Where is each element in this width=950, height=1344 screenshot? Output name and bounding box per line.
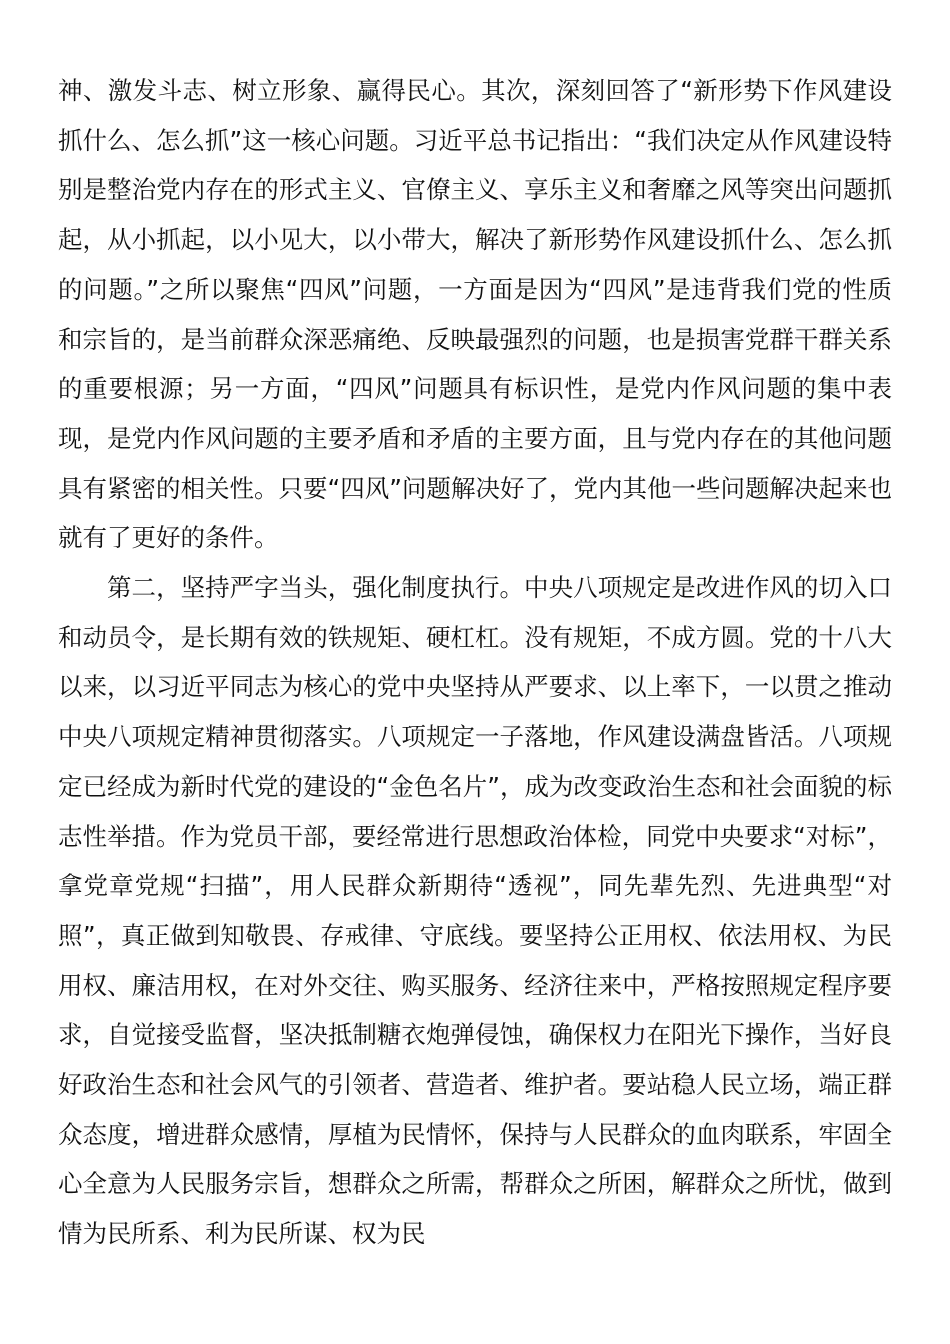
paragraph-continued: 神、激发斗志、树立形象、赢得民心。其次，深刻回答了“新形势下作风建设抓什么、怎么抓”这一核心问题。习近平总书记指出：“我们决定从作风建设特别是整治党内存在的形式主义、官僚主义、享乐主义和奢靡之风等突出问题抓起，从小抓起，以小见大，以小带大，解决了新形势作风建设抓什么、怎么抓的问题。”之所以聚焦“四风”问题，一方面是因为“四风”是违背我们党的性质和宗旨的，是当前群众深恶痛绝、反映最强烈的问题，也是损害党群干群关系的重要根源；另一方面，“四风”问题具有标识性，是党内作风问题的集中表现，是党内作风问题的主要矛盾和矛盾的主要方面，且与党内存在的其他问题具有紧密的相关性。只要“四风”问题解决好了，党内其他一些问题解决起来也就有了更好的条件。	[58, 76, 892, 553]
paragraph-second-point: 第二，坚持严字当头，强化制度执行。中央八项规定是改进作风的切入口和动员令，是长期有效的铁规矩、硬杠杠。没有规矩，不成方圆。党的十八大以来，以习近平同志为核心的党中央坚持从严要求、以上率下，一以贯之推动中央八项规定精神贯彻落实。八项规定一子落地，作风建设满盘皆活。八项规定已经成为新时代党的建设的“金色名片”，成为改变政治生态和社会面貌的标志性举措。作为党员干部，要经常进行思想政治体检，同党中央要求“对标”，拿党章党规“扫描”，用人民群众新期待“透视”，同先辈先烈、先进典型“对照”，真正做到知敬畏、存戒律、守底线。要坚持公正用权、依法用权、为民用权、廉洁用权，在对外交往、购买服务、经济往来中，严格按照规定程序要求，自觉接受监督，坚决抵制糖衣炮弹侵蚀，确保权力在阳光下操作，当好良好政治生态和社会风气的引领者、营造者、维护者。要站稳人民立场，端正群众态度，增进群众感情，厚植为民情怀，保持与人民群众的血肉联系，牢固全心全意为人民服务宗旨，想群众之所需，帮群众之所困，解群众之所忧，做到情为民所系、利为民所谋、权为民	[58, 573, 892, 1249]
document-body	[58, 66, 892, 1259]
